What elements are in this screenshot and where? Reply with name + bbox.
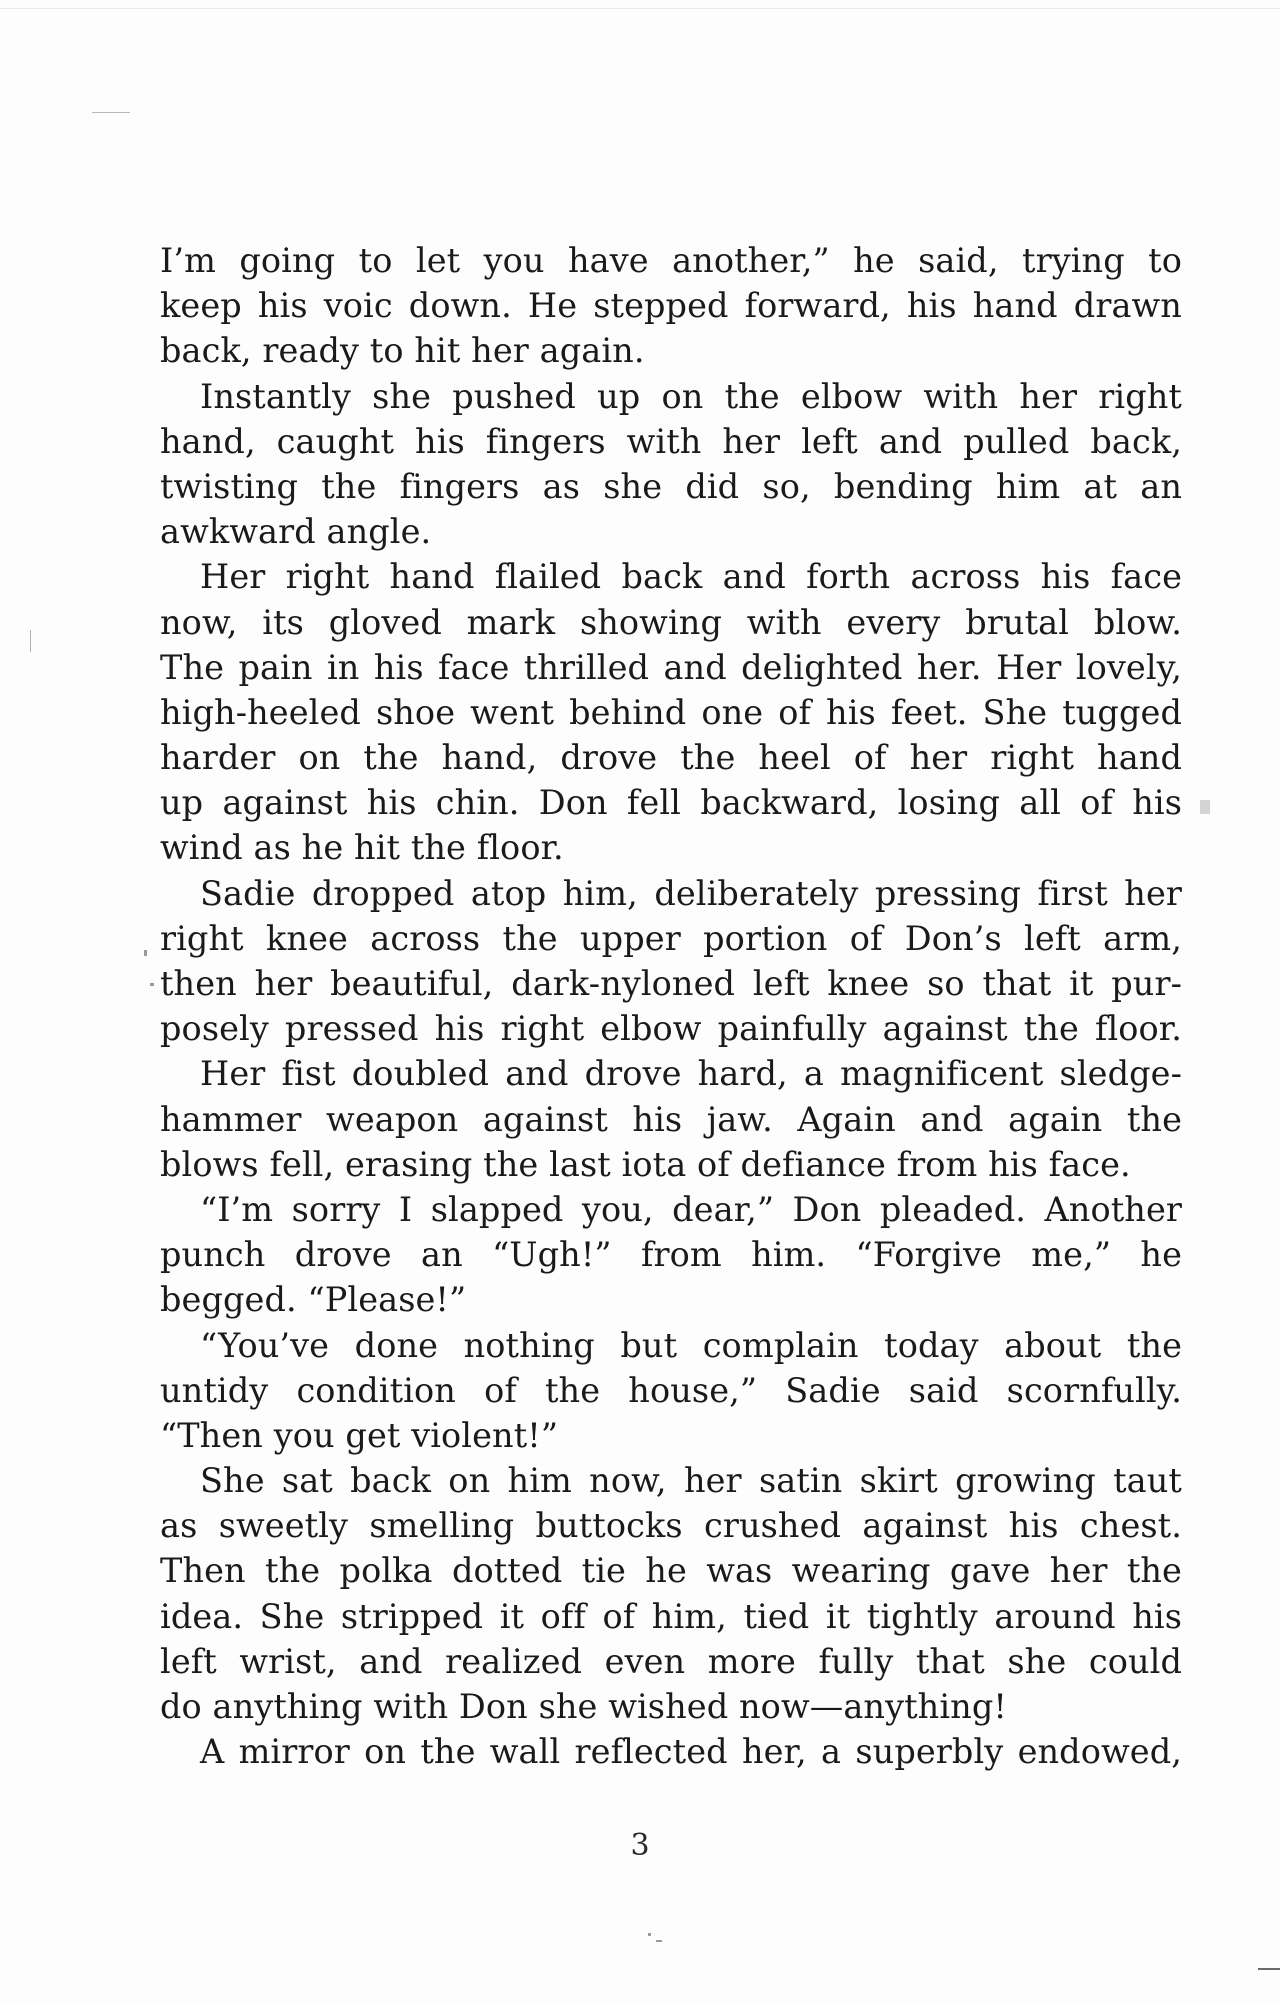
scan-speck — [30, 630, 31, 652]
text-line: up against his chin. Don fell backward, losing all of his — [160, 783, 1182, 823]
text-line: do anything with Don she wished now—anything! — [160, 1687, 1007, 1726]
text-line: blows fell, erasing the last iota of defiance from his face. — [160, 1144, 1131, 1184]
text-line: Her right hand flailed back and forth across his face — [200, 557, 1182, 597]
text-line: as sweetly smelling buttocks crushed against his chest. — [160, 1506, 1182, 1546]
page-number: 3 — [630, 1828, 650, 1863]
text-line: Instantly she pushed up on the elbow with her right — [200, 376, 1182, 416]
text-line: idea. She stripped it off of him, tied it tightly around his — [160, 1596, 1182, 1636]
text-line: back, ready to hit her again. — [160, 331, 645, 371]
text-line: Then the polka dotted tie he was wearing gave her the — [160, 1551, 1182, 1591]
text-line: A mirror on the wall reflected her, a superbly endowed, — [200, 1732, 1182, 1772]
body-text — [160, 238, 1182, 1774]
text-line: I’m going to let you have another,” he said, trying to — [160, 241, 1182, 280]
text-line: “I’m sorry I slapped you, dear,” Don pleaded. Another — [200, 1189, 1182, 1229]
text-line: untidy condition of the house,” Sadie said scornfully. — [160, 1370, 1182, 1410]
text-line: now, its gloved mark showing with every brutal blow. — [160, 602, 1182, 642]
text-line: posely pressed his right elbow painfully against the floor. — [160, 1009, 1182, 1049]
text-line: left wrist, and realized even more fully that she could — [160, 1641, 1182, 1681]
text-line: punch drove an “Ugh!” from him. “Forgive me,” he — [160, 1235, 1182, 1275]
text-line: Sadie dropped atop him, deliberately pressing first her — [200, 873, 1182, 913]
text-line: begged. “Please!” — [160, 1280, 467, 1320]
text-line: keep his voic down. He stepped forward, his hand drawn — [160, 286, 1182, 326]
text-line: twisting the fingers as she did so, bending him at an — [160, 466, 1182, 506]
text-line: The pain in his face thrilled and delighted her. Her lovely, — [160, 647, 1182, 687]
scan-edge — [0, 8, 1280, 9]
scan-speck — [92, 112, 130, 113]
text-line: awkward angle. — [160, 512, 432, 552]
text-line: hand, caught his fingers with her left and pulled back, — [160, 421, 1182, 461]
text-line: hammer weapon against his jaw. Again and again the — [160, 1099, 1182, 1139]
text-line: wind as he hit the floor. — [160, 828, 564, 868]
text-line: “You’ve done nothing but complain today about the — [200, 1325, 1182, 1365]
text-line: high-heeled shoe went behind one of his feet. She tugged — [160, 692, 1182, 732]
scan-speck — [656, 1940, 662, 1942]
text-line: harder on the hand, drove the heel of her right hand — [160, 738, 1182, 778]
text-line: Her fist doubled and drove hard, a magnificent sledge- — [200, 1054, 1182, 1094]
text-line: right knee across the upper portion of Don’s left arm, — [160, 918, 1182, 958]
scan-speck — [1258, 1968, 1280, 1970]
scan-speck — [648, 1933, 651, 1936]
scan-speck — [150, 983, 154, 986]
text-line: She sat back on him now, her satin skirt growing taut — [200, 1461, 1182, 1501]
scan-speck — [1200, 800, 1210, 814]
scan-speck — [144, 950, 147, 956]
text-line: “Then you get violent!” — [160, 1415, 559, 1455]
text-line: then her beautiful, dark-nyloned left knee so that it pur- — [160, 964, 1182, 1003]
